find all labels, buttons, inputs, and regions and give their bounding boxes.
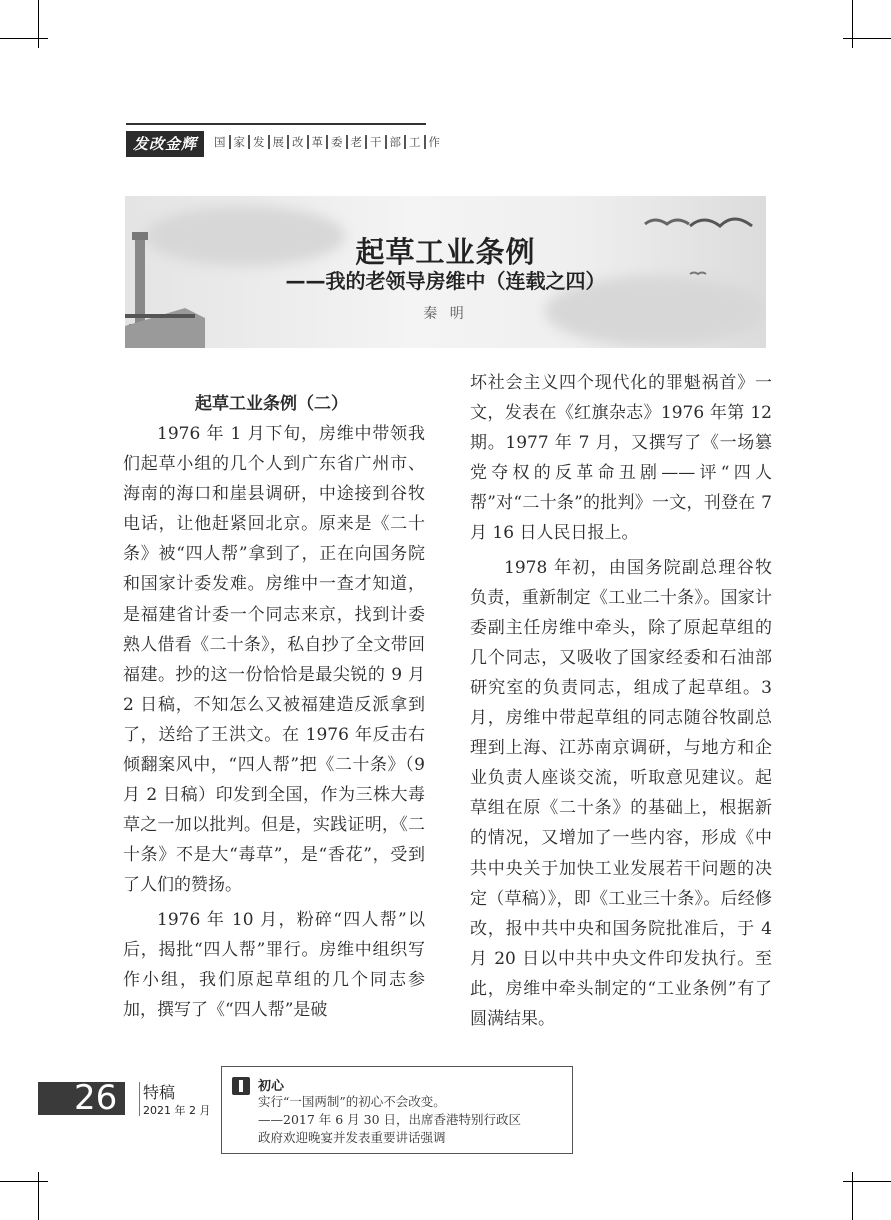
article-author: 秦 明 [423,306,468,322]
category-char: 工 [404,135,424,149]
crop-mark [0,38,48,39]
category-char: 干 [365,135,385,149]
category-label [214,135,443,149]
paragraph: 1976 年 1 月下旬，房维中带领我们起草小组的几个人到广东省广州市、海南的海口和崖县调研，中途接到谷牧电话，让他赶紧回北京。原来是《二十条》被“四人帮”拿到了，正在向国务院和国家计委发难。房维中一查才知道，是福建省计委一个同志来京，找到计委熟人借看《二十条》，私自抄了全文带回福建。抄的这一份恰恰是最尖锐的 9 月 2 日稿，不知怎么又被福建造反派拿到了，送给了王洪文。在 1976 年反击右倾翻案风中，“四人帮”把《二十条》（9 月 2 日稿）印发到全国，作为三株大毒草之一加以批判。但是，实践证明，《二十条》不是大“毒草”，是“香花”，受到了人们的赞扬。 [123,424,425,896]
crop-mark [38,1172,39,1220]
crop-mark [852,1172,853,1220]
article-title: 起草工业条例 [355,235,536,269]
crop-mark [852,0,853,48]
category-char: 作 [424,135,444,149]
crop-mark [38,0,39,48]
crop-mark [843,1181,891,1182]
section-label: 特稿 [143,1083,176,1102]
quote-title: 初心 [258,1079,285,1094]
section-heading: 起草工业条例（二） [195,394,348,414]
crop-mark [0,1181,48,1182]
column-brand: 发改金辉 [126,131,204,157]
right-column [470,368,772,1034]
paragraph: 1978 年初，由国务院副总理谷牧负责，重新制定《工业二十条》。国家计委副主任房维中牵头，除了原起草组的几个同志，又吸收了国家经委和石油部研究室的负责同志，组成了起草组。3 月，房维中带起草组的同志随谷牧副总理到上海、江苏南京调研，与地方和企业负责人座谈交流，听取意见建议。起草组在原《二十条》的基础上，根据新的情况，又增加了一些内容，形成《中共中央关于加快工业发展若干问题的决定（草稿）》，即《工业三十条》。后经修改，报中共中央和国务院批准后，于 4 月 20 日以中共中央文件印发执行。至此，房维中牵头制定的“工业条例”有了圆满结果。 [470,557,772,1029]
category-char: 家 [229,135,249,149]
category-char: 发 [248,135,268,149]
issue-date: 2021 年 2 月 [143,1104,211,1117]
page-number: 26 [74,1078,118,1118]
category-char: 委 [326,135,346,149]
book-icon [232,1077,250,1095]
category-char: 改 [287,135,307,149]
category-char: 革 [307,135,327,149]
paragraph: 1976 年 10 月，粉碎“四人帮”以后，揭批“四人帮”罪行。房维中组织写作小组，我们原起草组的几个同志参加，撰写了《“四人帮”是破 [123,909,425,1020]
category-char: 老 [346,135,366,149]
quote-line: 政府欢迎晚宴并发表重要讲话强调 [258,1130,446,1145]
category-char: 国 [214,135,226,149]
category-char: 展 [268,135,288,149]
footer-divider [139,1082,140,1116]
paragraph: 坏社会主义四个现代化的罪魁祸首》一文，发表在《红旗杂志》1976 年第 12 期。1977 年 7 月，又撰写了《一场篡党夺权的反革命丑剧——评“四人帮”对“二十条”的批判》一文，刊登在 7 月 16 日人民日报上。 [470,373,772,544]
quote-line: 实行“一国两制”的初心不会改变。 [258,1094,446,1109]
left-column [123,368,425,1025]
header-rule [126,123,426,125]
quote-box [221,1066,573,1154]
bird-icon [690,219,752,226]
article-subtitle: ——我的老领导房维中（连载之四） [285,269,606,293]
quote-line: ——2017 年 6 月 30 日，出席香港特别行政区 [258,1112,522,1127]
bird-icon [645,220,689,224]
crop-mark [843,38,891,39]
category-char: 部 [385,135,405,149]
